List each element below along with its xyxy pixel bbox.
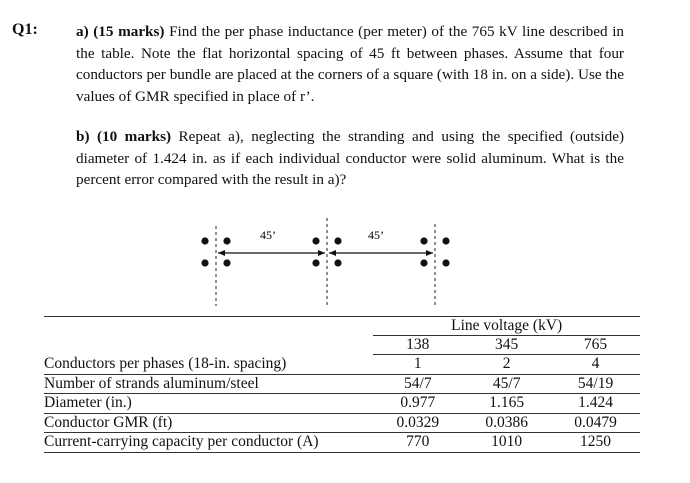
table-cell: 45/7 bbox=[462, 374, 551, 394]
question-number: Q1: bbox=[12, 21, 38, 38]
phase-spacing-figure bbox=[190, 218, 470, 313]
phase-a-bundle bbox=[201, 226, 230, 306]
table-cell: 0.0329 bbox=[373, 413, 462, 433]
part-a-paragraph bbox=[76, 21, 624, 107]
table-row bbox=[44, 394, 640, 414]
table-cell: 1250 bbox=[551, 433, 640, 453]
spacing-label-1: 45’ bbox=[260, 228, 276, 242]
table-cell: 2 bbox=[462, 355, 551, 375]
part-b-text: Repeat a), neglecting the stranding and using the specified (outside) diameter of 1.424 in. as if each individual conductor were solid aluminum. What is the percent error compared with the result in a)? bbox=[76, 128, 625, 188]
table-row bbox=[44, 374, 640, 394]
table-group-header-row bbox=[44, 317, 640, 336]
spacing-label-2: 45’ bbox=[368, 228, 384, 242]
row-label: Number of strands aluminum/steel bbox=[44, 374, 373, 394]
spacing-arrow-1 bbox=[218, 250, 325, 256]
row-label: Conductor GMR (ft) bbox=[44, 413, 373, 433]
table-cell: 0.0386 bbox=[462, 413, 551, 433]
column-header-345: 345 bbox=[462, 336, 551, 355]
table-cell: 0.0479 bbox=[551, 413, 640, 433]
table-row bbox=[44, 433, 640, 453]
phase-spacing-diagram bbox=[190, 218, 470, 313]
table-cell: 1.165 bbox=[462, 394, 551, 414]
row-label: Diameter (in.) bbox=[44, 394, 373, 414]
part-a-text: Find the per phase inductance (per meter) of the 765 kV line described in the table. Note the flat horizontal spacing of 45 ft between phases. Assume that four conductors per bundle are placed at the corners of a square (with 18 in. on a side). Use the values of GMR specified in place of r’. bbox=[76, 23, 625, 105]
table-cell: 4 bbox=[551, 355, 640, 375]
table-cell: 0.977 bbox=[373, 394, 462, 414]
line-voltage-header: Line voltage (kV) bbox=[373, 317, 640, 336]
table-row bbox=[44, 355, 640, 375]
column-header-765: 765 bbox=[551, 336, 640, 355]
table-cell: 1010 bbox=[462, 433, 551, 453]
table-row bbox=[44, 413, 640, 433]
column-header-138: 138 bbox=[373, 336, 462, 355]
line-data-table bbox=[44, 316, 640, 453]
table-cell: 770 bbox=[373, 433, 462, 453]
row-label: Conductors per phases (18-in. spacing) bbox=[44, 355, 373, 375]
table-cell: 1 bbox=[373, 355, 462, 375]
phase-b-bundle bbox=[312, 218, 341, 306]
spacing-arrow-2 bbox=[329, 250, 433, 256]
part-b-label: b) (10 marks) bbox=[76, 128, 172, 145]
row-label: Current-carrying capacity per conductor (A) bbox=[44, 433, 373, 453]
table-cell: 1.424 bbox=[551, 394, 640, 414]
phase-c-bundle bbox=[420, 224, 449, 306]
table-cell: 54/19 bbox=[551, 374, 640, 394]
table-column-header-row bbox=[44, 336, 640, 355]
part-b-paragraph bbox=[76, 126, 624, 191]
part-a-label: a) (15 marks) bbox=[76, 23, 165, 40]
table-cell: 54/7 bbox=[373, 374, 462, 394]
